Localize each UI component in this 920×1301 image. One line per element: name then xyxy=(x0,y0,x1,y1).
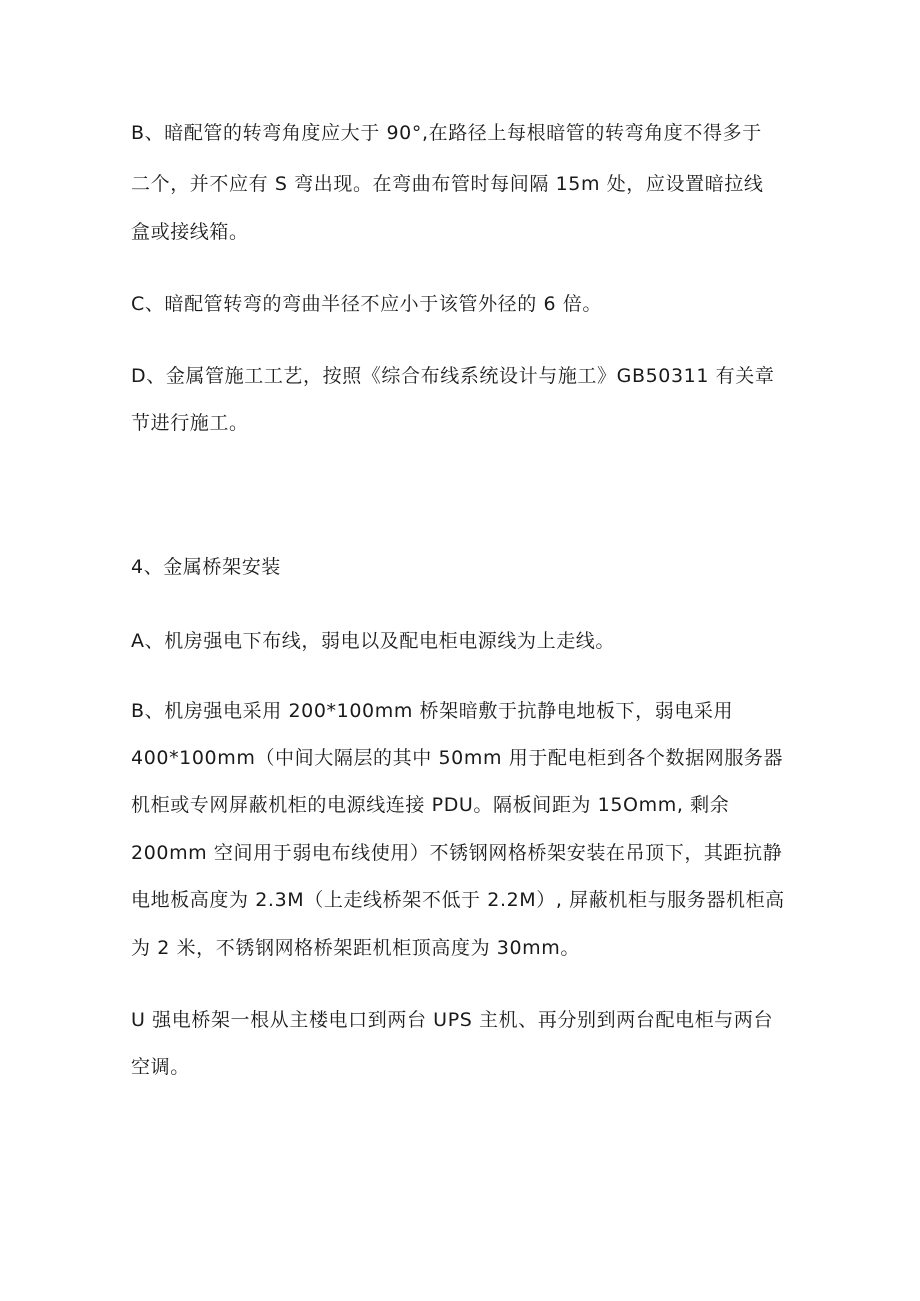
paragraph-b-line-1: B、暗配管的转弯角度应大于 90°,在路径上每根暗管的转弯角度不得多于 xyxy=(131,122,762,144)
paragraph-d-line-2: 节进行施工。 xyxy=(131,412,249,434)
paragraph-4b-line-5: 电地板高度为 2.3M（上走线桥架不低于 2.2M）, 屏蔽机柜与服务器机柜高 xyxy=(131,889,785,911)
paragraph-b-line-3: 盒或接线箱。 xyxy=(131,221,249,243)
section-4-heading: 4、金属桥架安装 xyxy=(131,556,281,578)
paragraph-c-line-1: C、暗配管转弯的弯曲半径不应小于该管外径的 6 倍。 xyxy=(131,293,603,315)
paragraph-4a-line-1: A、机房强电下布线，弱电以及配电柜电源线为上走线。 xyxy=(131,630,615,652)
paragraph-b-line-2: 二个，并不应有 S 弯出现。在弯曲布管时每间隔 15m 处，应设置暗拉线 xyxy=(131,173,764,195)
paragraph-d-line-1: D、金属管施工工艺，按照《综合布线系统设计与施工》GB50311 有关章 xyxy=(131,365,775,387)
paragraph-4b-line-6: 为 2 米，不锈钢网格桥架距机柜顶高度为 30mm。 xyxy=(131,937,581,959)
paragraph-4c-line-1: U 强电桥架一根从主楼电口到两台 UPS 主机、再分别到两台配电柜与两台 xyxy=(131,1009,774,1031)
paragraph-4b-line-1: B、机房强电采用 200*100mm 桥架暗敷于抗静电地板下，弱电采用 xyxy=(131,700,734,722)
paragraph-4b-line-2: 400*100mm（中间大隔层的其中 50mm 用于配电柜到各个数据网服务器 xyxy=(131,747,784,769)
paragraph-4c-line-2: 空调。 xyxy=(131,1056,190,1078)
paragraph-4b-line-3: 机柜或专网屏蔽机柜的电源线连接 PDU。隔板间距为 15Omm, 剩余 xyxy=(131,794,730,816)
paragraph-4b-line-4: 200mm 空间用于弱电布线使用）不锈钢网格桥架安装在吊顶下，其距抗静 xyxy=(131,842,783,864)
